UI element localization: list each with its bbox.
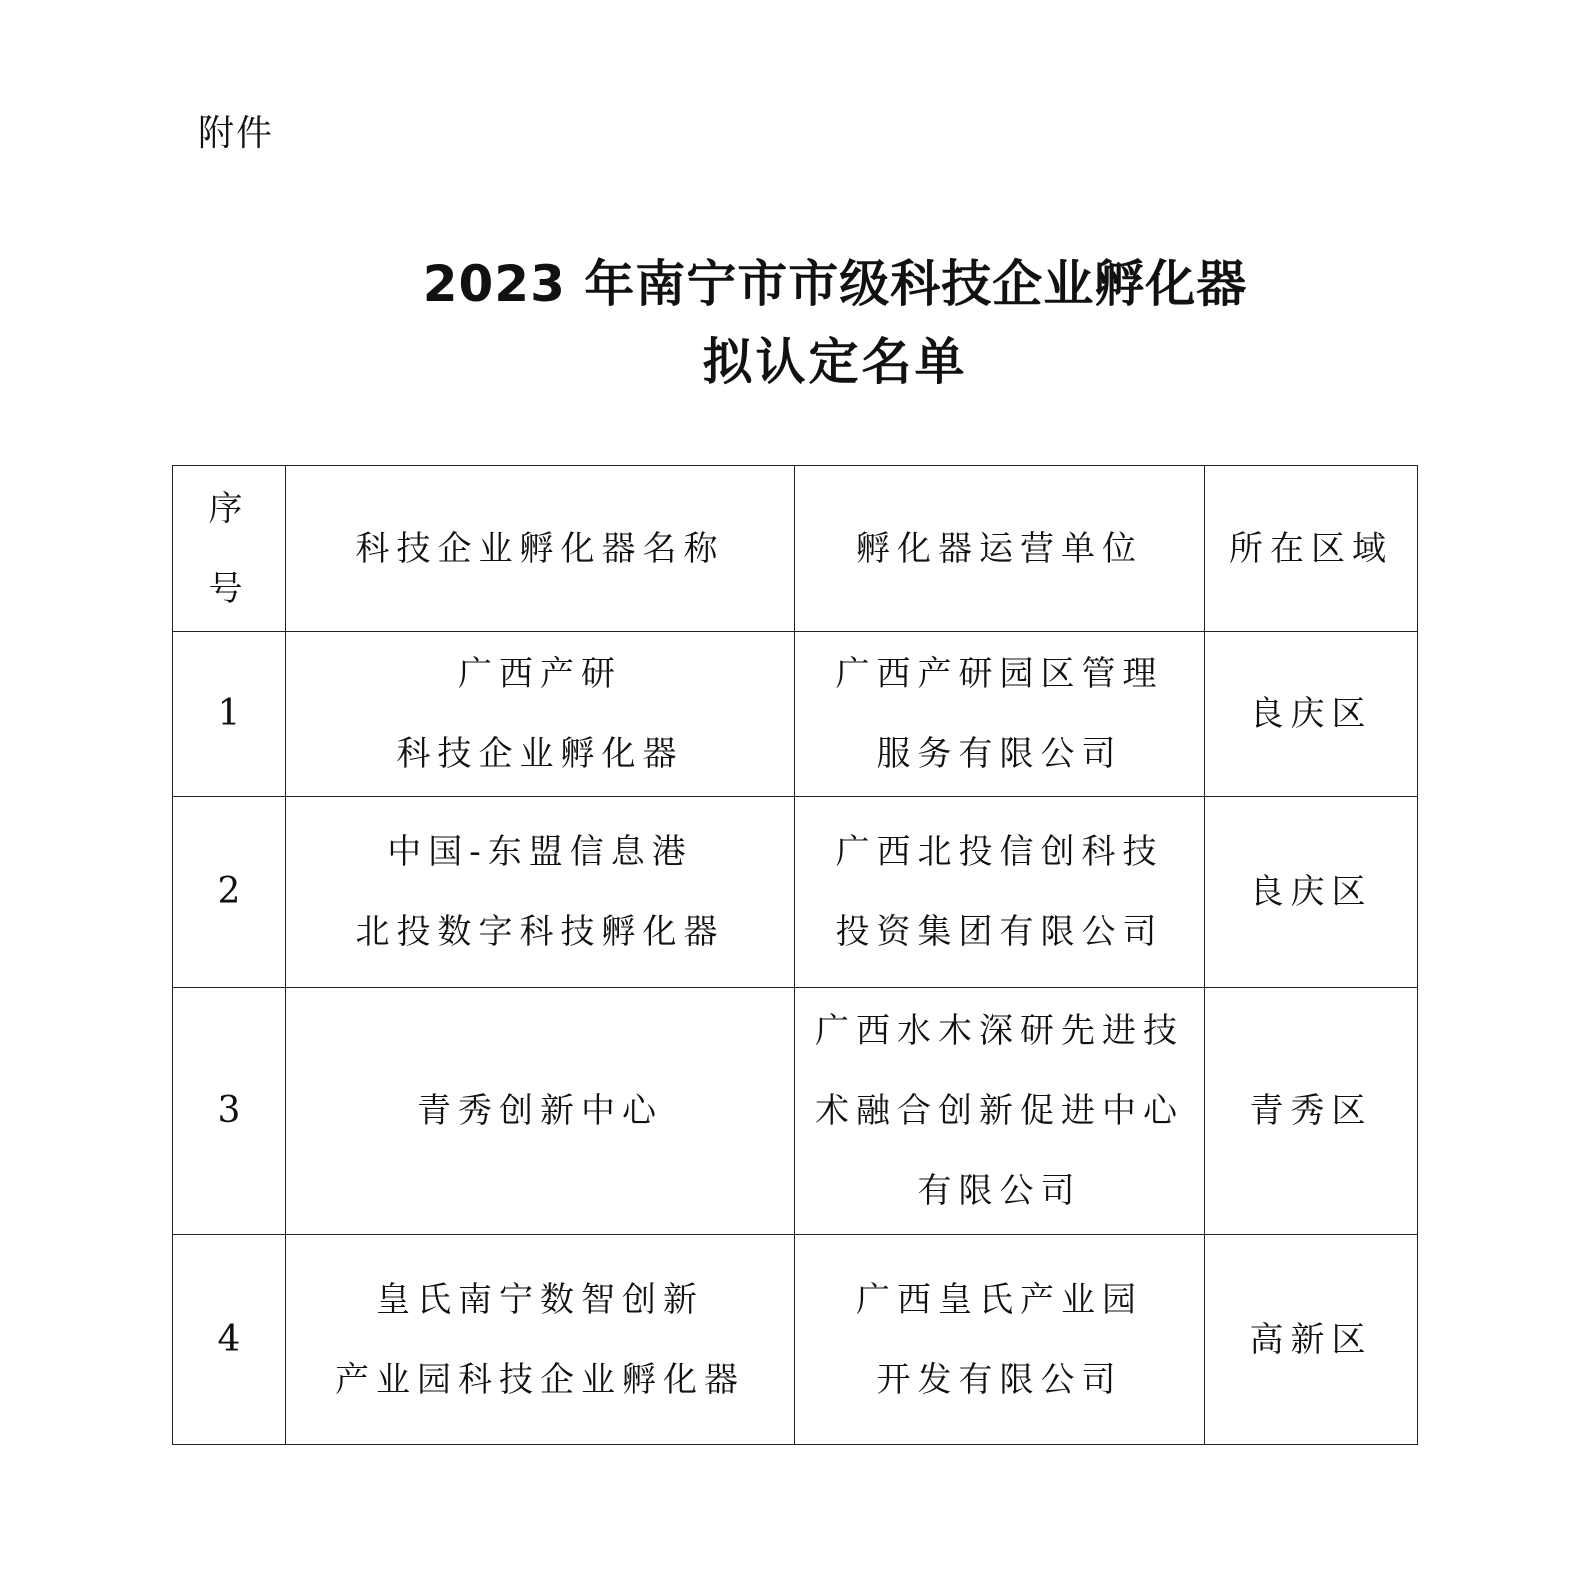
row-incubator-name xyxy=(286,1235,795,1445)
name-line: 广西产研 xyxy=(458,654,622,694)
incubator-list-table xyxy=(172,465,1418,1445)
row-incubator-name xyxy=(286,797,795,988)
table-row xyxy=(173,797,1418,988)
operator-line: 广西水木深研先进技 xyxy=(815,1011,1184,1051)
row-seq: 1 xyxy=(173,632,286,797)
row-region: 高新区 xyxy=(1205,1235,1418,1445)
name-line: 中国-东盟信息港 xyxy=(387,832,693,872)
row-seq: 3 xyxy=(173,988,286,1235)
name-line: 科技企业孵化器 xyxy=(396,734,684,774)
row-region: 良庆区 xyxy=(1205,632,1418,797)
table-row xyxy=(173,1235,1418,1445)
name-line: 产业园科技企业孵化器 xyxy=(335,1359,745,1400)
attachment-label: 附件 xyxy=(198,113,275,154)
row-seq: 2 xyxy=(173,797,286,988)
name-line: 北投数字科技孵化器 xyxy=(355,912,725,952)
operator-line: 投资集团有限公司 xyxy=(835,912,1164,952)
header-region: 所在区域 xyxy=(1205,466,1418,632)
name-line: 皇氏南宁数智创新 xyxy=(376,1279,704,1320)
row-region: 良庆区 xyxy=(1205,797,1418,988)
row-operator xyxy=(795,797,1205,988)
table-row xyxy=(173,632,1418,797)
operator-line: 广西皇氏产业园 xyxy=(856,1279,1143,1320)
header-seq xyxy=(173,466,286,632)
operator-line: 广西北投信创科技 xyxy=(835,832,1164,872)
header-seq-line: 号 xyxy=(208,568,250,609)
row-seq: 4 xyxy=(173,1235,286,1445)
table-header-row xyxy=(173,466,1418,632)
row-incubator-name xyxy=(286,632,795,797)
row-operator xyxy=(795,1235,1205,1445)
row-incubator-name xyxy=(286,988,795,1235)
row-operator xyxy=(795,988,1205,1235)
operator-line: 有限公司 xyxy=(917,1171,1082,1211)
operator-line: 开发有限公司 xyxy=(876,1359,1123,1400)
row-region: 青秀区 xyxy=(1205,988,1418,1235)
operator-line: 术融合创新促进中心 xyxy=(815,1091,1184,1131)
document-title-line-1: 2023 年南宁市市级科技企业孵化器 xyxy=(422,255,1248,313)
header-seq-line: 序 xyxy=(208,488,250,529)
header-incubator-name: 科技企业孵化器名称 xyxy=(286,466,795,632)
operator-line: 广西产研园区管理 xyxy=(835,654,1164,694)
row-operator xyxy=(795,632,1205,797)
name-line: 青秀创新中心 xyxy=(417,1091,663,1131)
operator-line: 服务有限公司 xyxy=(876,734,1123,774)
header-operator: 孵化器运营单位 xyxy=(795,466,1205,632)
document-title-line-2: 拟认定名单 xyxy=(702,333,968,391)
table-row xyxy=(173,988,1418,1235)
